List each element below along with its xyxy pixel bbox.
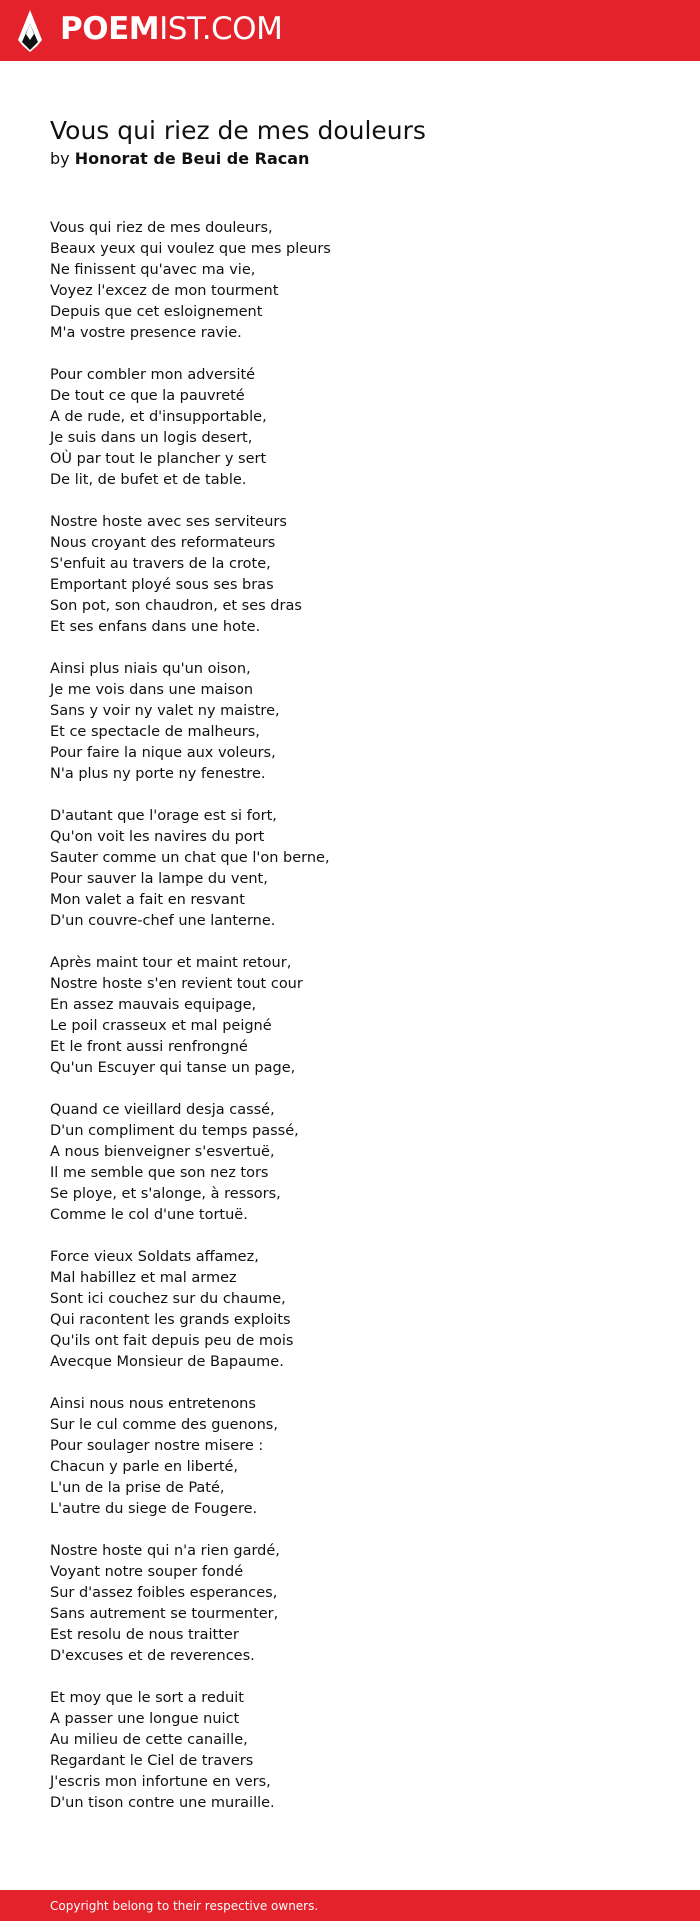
poem-line: Qu'ils ont fait depuis peu de mois [50, 1333, 294, 1349]
poem-line: Voyez l'excez de mon tourment [50, 283, 279, 299]
poem-line: Emportant ployé sous ses bras [50, 577, 274, 593]
footer-copyright: Copyright belong to their respective owners. [50, 1899, 319, 1913]
poem-line: Mon valet a fait en resvant [50, 892, 245, 908]
poem-line: A de rude, et d'insupportable, [50, 409, 267, 425]
poem-author: Honorat de Beui de Racan [74, 149, 310, 168]
poem-line: Est resolu de nous traitter [50, 1627, 239, 1643]
poem-line: Ainsi plus niais qu'un oison, [50, 661, 251, 677]
poem-line: De tout ce que la pauvreté [50, 388, 245, 404]
poem-line: Sur d'assez foibles esperances, [50, 1585, 278, 1601]
poem-line: D'un tison contre une muraille. [50, 1795, 275, 1811]
poem-line: Au milieu de cette canaille, [50, 1732, 248, 1748]
poem-line: J'escris mon infortune en vers, [50, 1774, 271, 1790]
poem-line: Sont ici couchez sur du chaume, [50, 1291, 286, 1307]
poem-stanza [50, 218, 670, 344]
poem-stanza [50, 953, 670, 1079]
poem-line: Sans y voir ny valet ny maistre, [50, 703, 280, 719]
logo-text-bold: POEM [60, 11, 160, 47]
poem-line: De lit, de bufet et de table. [50, 472, 247, 488]
poem-line: Et ce spectacle de malheurs, [50, 724, 260, 740]
poem-line: Et ses enfans dans une hote. [50, 619, 261, 635]
poem-line: Regardant le Ciel de travers [50, 1753, 254, 1769]
poem-line: S'enfuit au travers de la crote, [50, 556, 271, 572]
poem-line: L'autre du siege de Fougere. [50, 1501, 258, 1517]
poem-body [50, 218, 670, 1835]
site-footer [0, 1890, 700, 1921]
poem-line: Ainsi nous nous entretenons [50, 1396, 256, 1412]
poem-line: D'excuses et de reverences. [50, 1648, 255, 1664]
poem-stanza [50, 365, 670, 491]
poem-line: Avecque Monsieur de Bapaume. [50, 1354, 284, 1370]
poem-line: Sur le cul comme des guenons, [50, 1417, 278, 1433]
poem-line: Nous croyant des reformateurs [50, 535, 276, 551]
poem-line: Pour faire la nique aux voleurs, [50, 745, 276, 761]
poem-line: M'a vostre presence ravie. [50, 325, 242, 341]
poem-line: A nous bienveigner s'esvertuë, [50, 1144, 275, 1160]
poem-line: Pour combler mon adversité [50, 367, 256, 383]
poem-line: Pour soulager nostre misere : [50, 1438, 264, 1454]
poem-line: D'un couvre-chef une lanterne. [50, 913, 276, 929]
poem-line: Qu'un Escuyer qui tanse un page, [50, 1060, 296, 1076]
poem-stanza [50, 659, 670, 785]
poem-title: Vous qui riez de mes douleurs [50, 116, 426, 145]
poem-line: Voyant notre souper fondé [50, 1564, 244, 1580]
poem-line: D'un compliment du temps passé, [50, 1123, 299, 1139]
poem-line: Et moy que le sort a reduit [50, 1690, 244, 1706]
poem-line: Sauter comme un chat que l'on berne, [50, 850, 330, 866]
poem-line: En assez mauvais equipage, [50, 997, 257, 1013]
logo-text-thin: IST.COM [159, 11, 283, 47]
poem-stanza [50, 1688, 670, 1814]
poem-stanza [50, 806, 670, 932]
poem-line: Il me semble que son nez tors [50, 1165, 269, 1181]
pen-nib-icon[interactable] [18, 10, 42, 52]
poem-line: Depuis que cet esloignement [50, 304, 263, 320]
poem-line: Nostre hoste s'en revient tout cour [50, 976, 303, 992]
poem-line: Qui racontent les grands exploits [50, 1312, 291, 1328]
poem-line: Ne finissent qu'avec ma vie, [50, 262, 256, 278]
poem-line: N'a plus ny porte ny fenestre. [50, 766, 266, 782]
poem-line: Pour sauver la lampe du vent, [50, 871, 268, 887]
poem-line: Nostre hoste qui n'a rien gardé, [50, 1543, 280, 1559]
poem-stanza [50, 1394, 670, 1520]
poem-line: Se ploye, et s'alonge, à ressors, [50, 1186, 281, 1202]
site-logo[interactable] [60, 9, 282, 49]
poem-line: Beaux yeux qui voulez que mes pleurs [50, 241, 331, 257]
poem-line: Quand ce vieillard desja cassé, [50, 1102, 275, 1118]
poem-stanza [50, 1541, 670, 1667]
by-label: by [50, 149, 70, 168]
poem-line: Force vieux Soldats affamez, [50, 1249, 259, 1265]
poem-line: A passer une longue nuict [50, 1711, 240, 1727]
poem-line: Sans autrement se tourmenter, [50, 1606, 279, 1622]
poem-line: Après maint tour et maint retour, [50, 955, 292, 971]
poem-line: D'autant que l'orage est si fort, [50, 808, 277, 824]
poem-line: Je me vois dans une maison [50, 682, 254, 698]
site-header [0, 0, 700, 61]
poem-line: Je suis dans un logis desert, [50, 430, 253, 446]
poem-line: Nostre hoste avec ses serviteurs [50, 514, 287, 530]
poem-line: Comme le col d'une tortuë. [50, 1207, 248, 1223]
poem-stanza [50, 1247, 670, 1373]
poem-line: Qu'on voit les navires du port [50, 829, 265, 845]
poem-stanza [50, 512, 670, 638]
poem-line: L'un de la prise de Paté, [50, 1480, 225, 1496]
poem-line: OÙ par tout le plancher y sert [50, 451, 267, 467]
poem-stanza [50, 1100, 670, 1226]
poem-line: Chacun y parle en liberté, [50, 1459, 239, 1475]
poem-line: Le poil crasseux et mal peigné [50, 1018, 272, 1034]
poem-line: Son pot, son chaudron, et ses dras [50, 598, 302, 614]
poem-byline [50, 148, 309, 170]
poem-line: Mal habillez et mal armez [50, 1270, 237, 1286]
poem-line: Et le front aussi renfrongné [50, 1039, 248, 1055]
poem-line: Vous qui riez de mes douleurs, [50, 220, 273, 236]
